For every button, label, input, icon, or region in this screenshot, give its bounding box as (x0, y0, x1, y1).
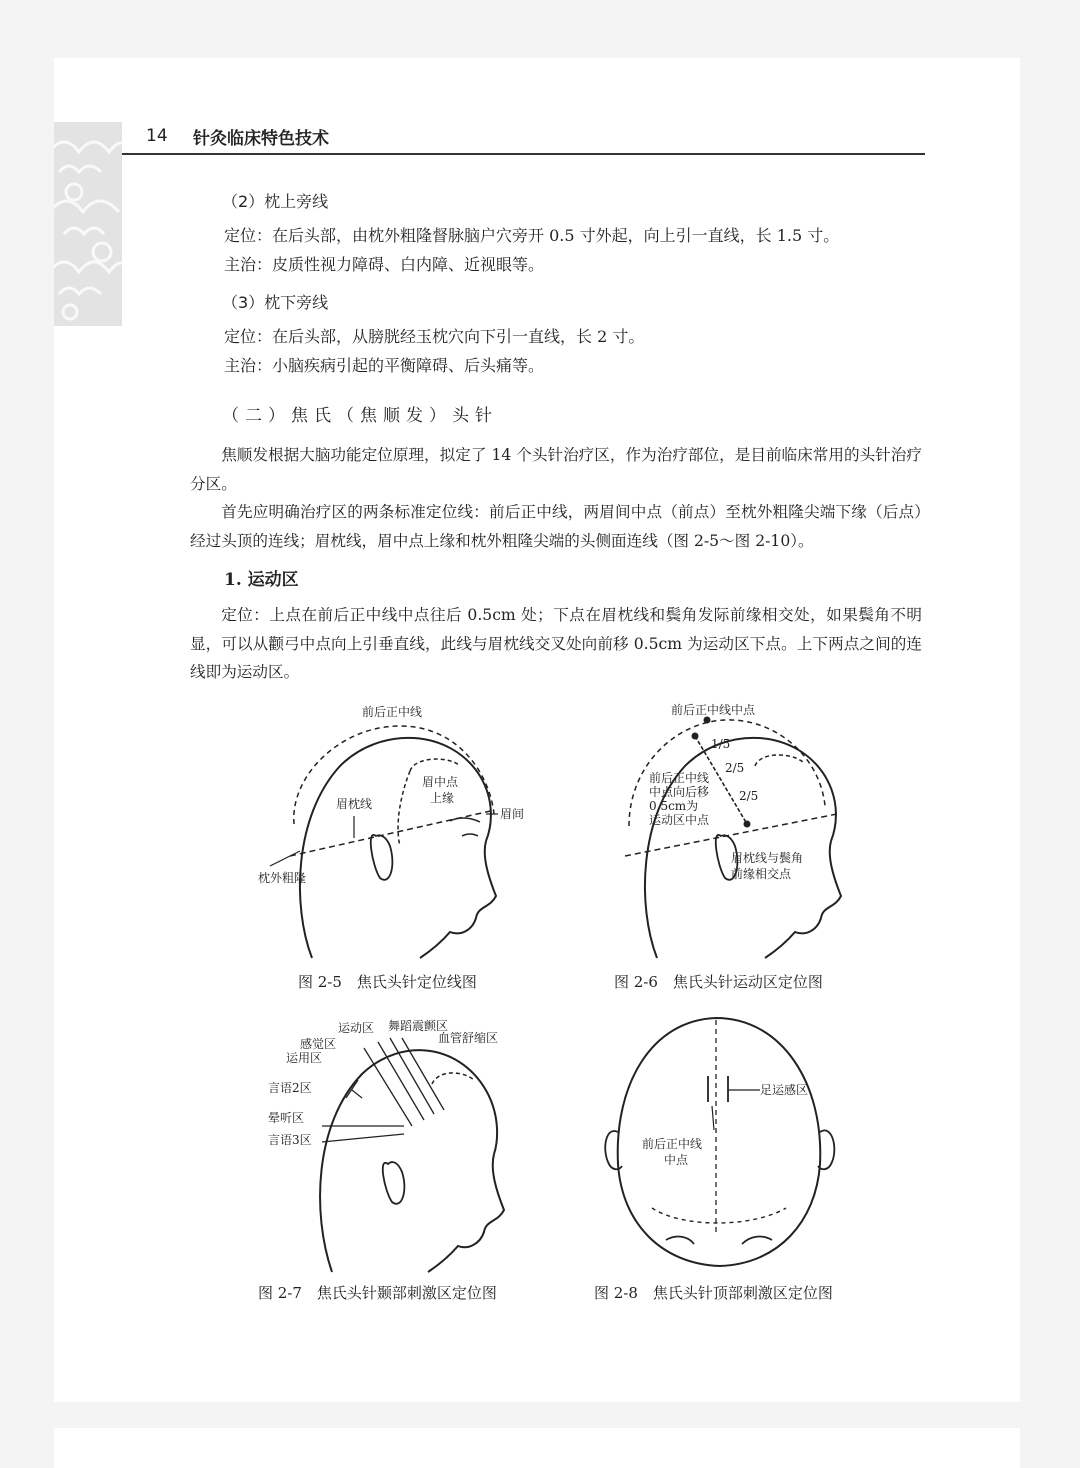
label-note-line-4: 运动区中点 (649, 813, 710, 827)
label-external-occipital-protuberance: 枕外粗隆 (258, 871, 307, 885)
paragraph-intro: 焦顺发根据大脑功能定位原理，拟定了 14 个头针治疗区，作为治疗部位，是目前临床常用的头针治疗分区。 (190, 446, 922, 493)
caption-figure-2-5: 图 2-5 焦氏头针定位线图 (298, 973, 477, 991)
indication-text-occipital-lower: 主治：小脑疾病引起的平衡障碍、后头痛等。 (224, 356, 545, 375)
section-title-jiao-scalp-acupuncture: （二）焦氏（焦顺发）头针 (222, 406, 498, 426)
label-foot-motor-sensory-area: 足运感区 (760, 1083, 809, 1097)
label-fraction-1-5: 1/5 (711, 737, 731, 751)
location-text-occipital-lower: 定位：在后头部，从膀胱经玉枕穴向下引一直线，长 2 寸。 (224, 327, 645, 346)
label-motor-area: 运动区 (338, 1021, 375, 1035)
paragraph-standard-lines: 首先应明确治疗区的两条标准定位线：前后正中线，两眉间中点（前点）至枕外粗隆尖端下缘（后点）经过头顶的连线；眉枕线，眉中点上缘和枕外粗隆尖端的头侧面连线（图 2-5～图 2-10）。 (190, 503, 922, 550)
subsection-title-occipital-lower: （3）枕下旁线 (222, 293, 329, 312)
label-note-line-2: 中点向后移 (649, 785, 710, 799)
location-text-occipital-upper: 定位：在后头部，由枕外粗隆督脉脑户穴旁开 0.5 寸外起，向上引一直线，长 1.5 寸。 (224, 226, 840, 245)
marker-midline-midpoint (704, 717, 711, 724)
marker-motor-lower-point (744, 821, 751, 828)
label-fraction-2-5-b: 2/5 (739, 789, 759, 803)
label-note-line-3: 0.5cm为 (649, 799, 699, 813)
label-midline-midpoint: 前后正中线中点 (671, 703, 756, 717)
subsection-title-occipital-upper: （2）枕上旁线 (222, 192, 329, 211)
label-midline-2: 中点 (664, 1153, 689, 1167)
label-midline-1: 前后正中线 (642, 1137, 703, 1151)
label-brow-midpoint: 眉中点 (422, 775, 459, 789)
label-vasomotor-area: 血管舒缩区 (438, 1031, 499, 1045)
caption-figure-2-7: 图 2-7 焦氏头针颞部刺激区定位图 (258, 1284, 497, 1302)
caption-figure-2-8: 图 2-8 焦氏头针顶部刺激区定位图 (594, 1284, 833, 1302)
label-midline: 前后正中线 (362, 705, 423, 719)
label-glabella: 眉间 (500, 807, 525, 821)
paragraph-motor-area: 定位：上点在前后正中线中点往后 0.5cm 处；下点在眉枕线和鬓角发际前缘相交处，如果鬓角不明显，可以从颧弓中点向上引垂直线，此线与眉枕线交叉处向前移 0.5cm 为运动区下点。上下两点之间的连线即为运动区。 (190, 606, 922, 681)
page-number: 14 (146, 126, 168, 146)
figure-2-6-diagram (615, 696, 905, 966)
marker-motor-upper-point (692, 733, 699, 740)
cloud-pattern-icon (54, 122, 122, 326)
next-page-edge (54, 1428, 1020, 1468)
header-divider (122, 153, 925, 155)
label-vertigo-hearing-area: 晕听区 (268, 1111, 305, 1125)
label-sensory-area: 感觉区 (300, 1037, 337, 1051)
label-fraction-2-5-a: 2/5 (725, 761, 745, 775)
caption-figure-2-6: 图 2-6 焦氏头针运动区定位图 (614, 973, 823, 991)
label-note-line-1: 前后正中线 (649, 771, 710, 785)
label-intersection-line-1: 眉枕线与鬓角 (731, 851, 804, 865)
indication-text-occipital-upper: 主治：皮质性视力障碍、白内障、近视眼等。 (224, 255, 545, 274)
label-upper-edge: 上缘 (430, 791, 455, 805)
label-praxis-area: 运用区 (286, 1051, 323, 1065)
figure-2-5-diagram (250, 696, 540, 966)
label-speech-3-area: 言语3区 (268, 1133, 312, 1147)
figure-2-8-diagram (602, 1014, 848, 1276)
label-chorea-tremor-area: 舞蹈震颤区 (388, 1019, 449, 1033)
label-intersection-line-2: 前缘相交点 (731, 867, 792, 881)
label-brow-occipital-line: 眉枕线 (336, 797, 373, 811)
label-speech-2-area: 言语2区 (268, 1081, 312, 1095)
figure-2-7-diagram (262, 1014, 522, 1276)
book-title: 针灸临床特色技术 (193, 129, 329, 149)
heading-motor-area: 1. 运动区 (224, 570, 299, 590)
cloud-pattern-decoration (54, 122, 122, 326)
